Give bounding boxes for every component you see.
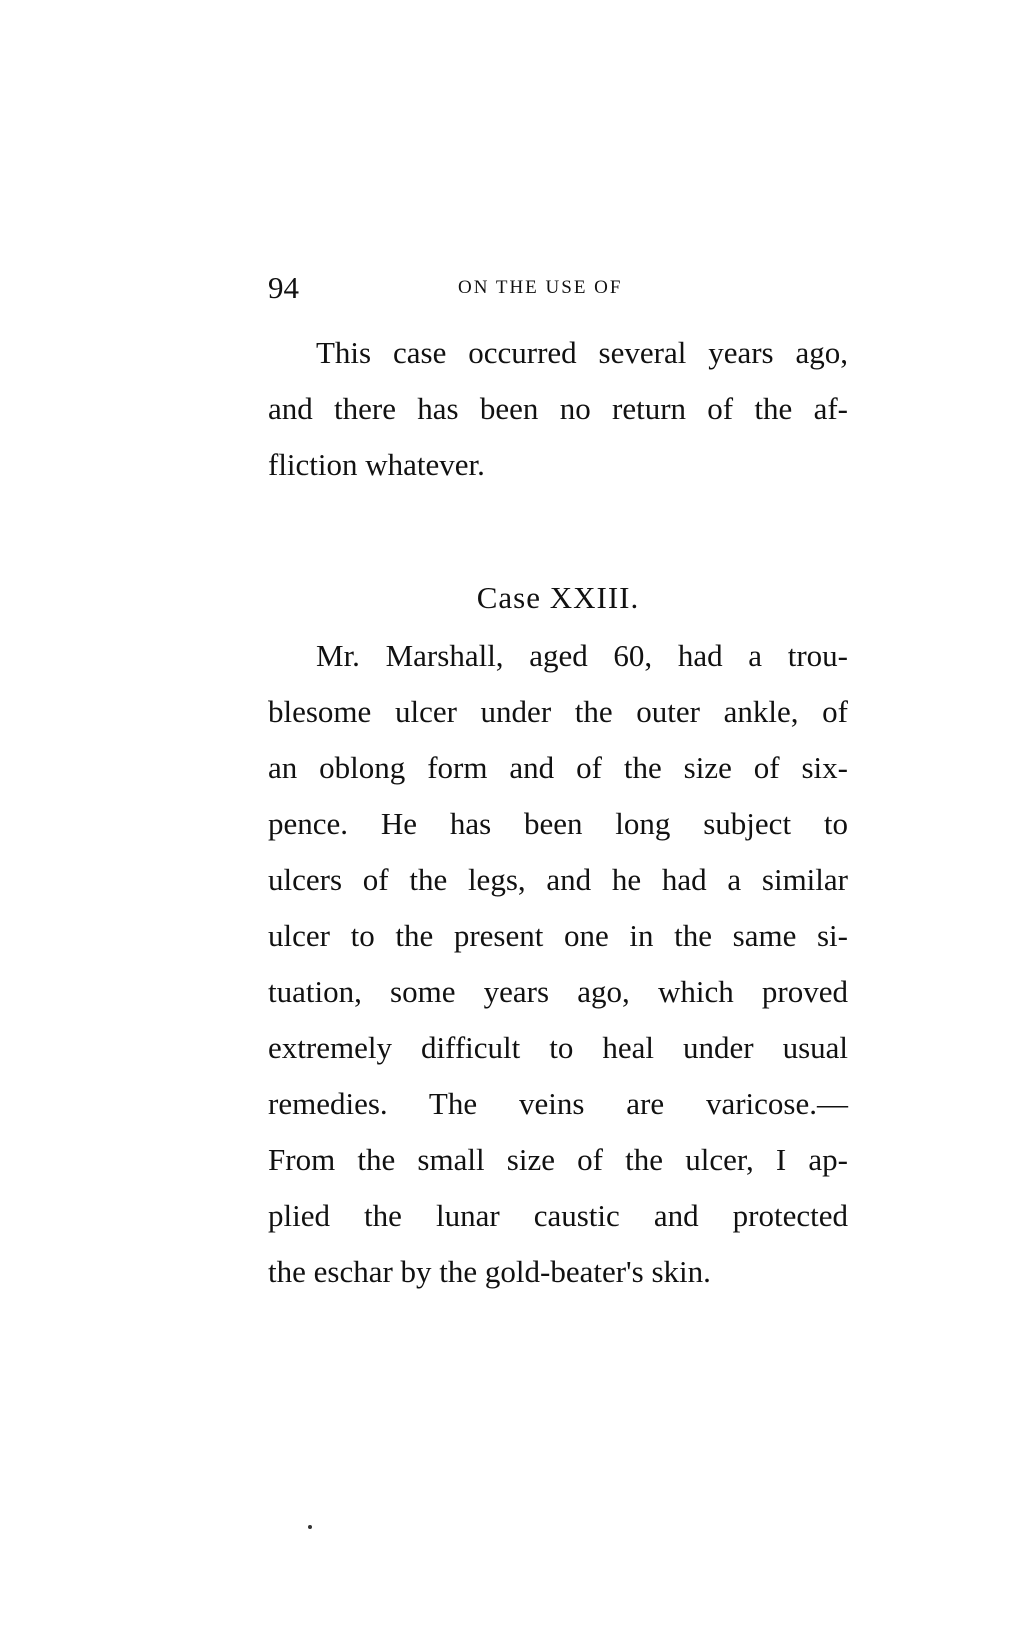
text-line: fliction whatever.: [268, 447, 485, 482]
text-line: This case occurred several years ago,: [316, 335, 848, 370]
ink-speck: [308, 1525, 312, 1529]
text-line: ulcers of the legs, and he had a similar: [268, 862, 848, 897]
running-title: ON THE USE OF: [458, 277, 623, 298]
text-line: remedies. The veins are varicose.—: [268, 1086, 848, 1121]
text-line: ulcer to the present one in the same si-: [268, 918, 848, 953]
case-heading: Case XXIII.: [476, 580, 640, 615]
text-line: an oblong form and of the size of six-: [268, 750, 848, 785]
text-line: and there has been no return of the af-: [268, 391, 848, 426]
case-paragraph: [268, 628, 848, 1300]
text-line: blesome ulcer under the outer ankle, of: [268, 694, 848, 729]
paragraph-continuation: [268, 325, 848, 493]
text-line: From the small size of the ulcer, I ap-: [268, 1142, 848, 1177]
text-line: extremely difficult to heal under usual: [268, 1030, 848, 1065]
text-line: Mr. Marshall, aged 60, had a trou-: [316, 638, 848, 673]
text-line: pence. He has been long subject to: [268, 806, 848, 841]
text-line: plied the lunar caustic and protected: [268, 1198, 848, 1233]
text-line: tuation, some years ago, which proved: [268, 974, 848, 1009]
page-number: 94: [268, 270, 299, 305]
text-line: the eschar by the gold-beater's skin.: [268, 1254, 711, 1289]
running-head: [268, 268, 848, 308]
